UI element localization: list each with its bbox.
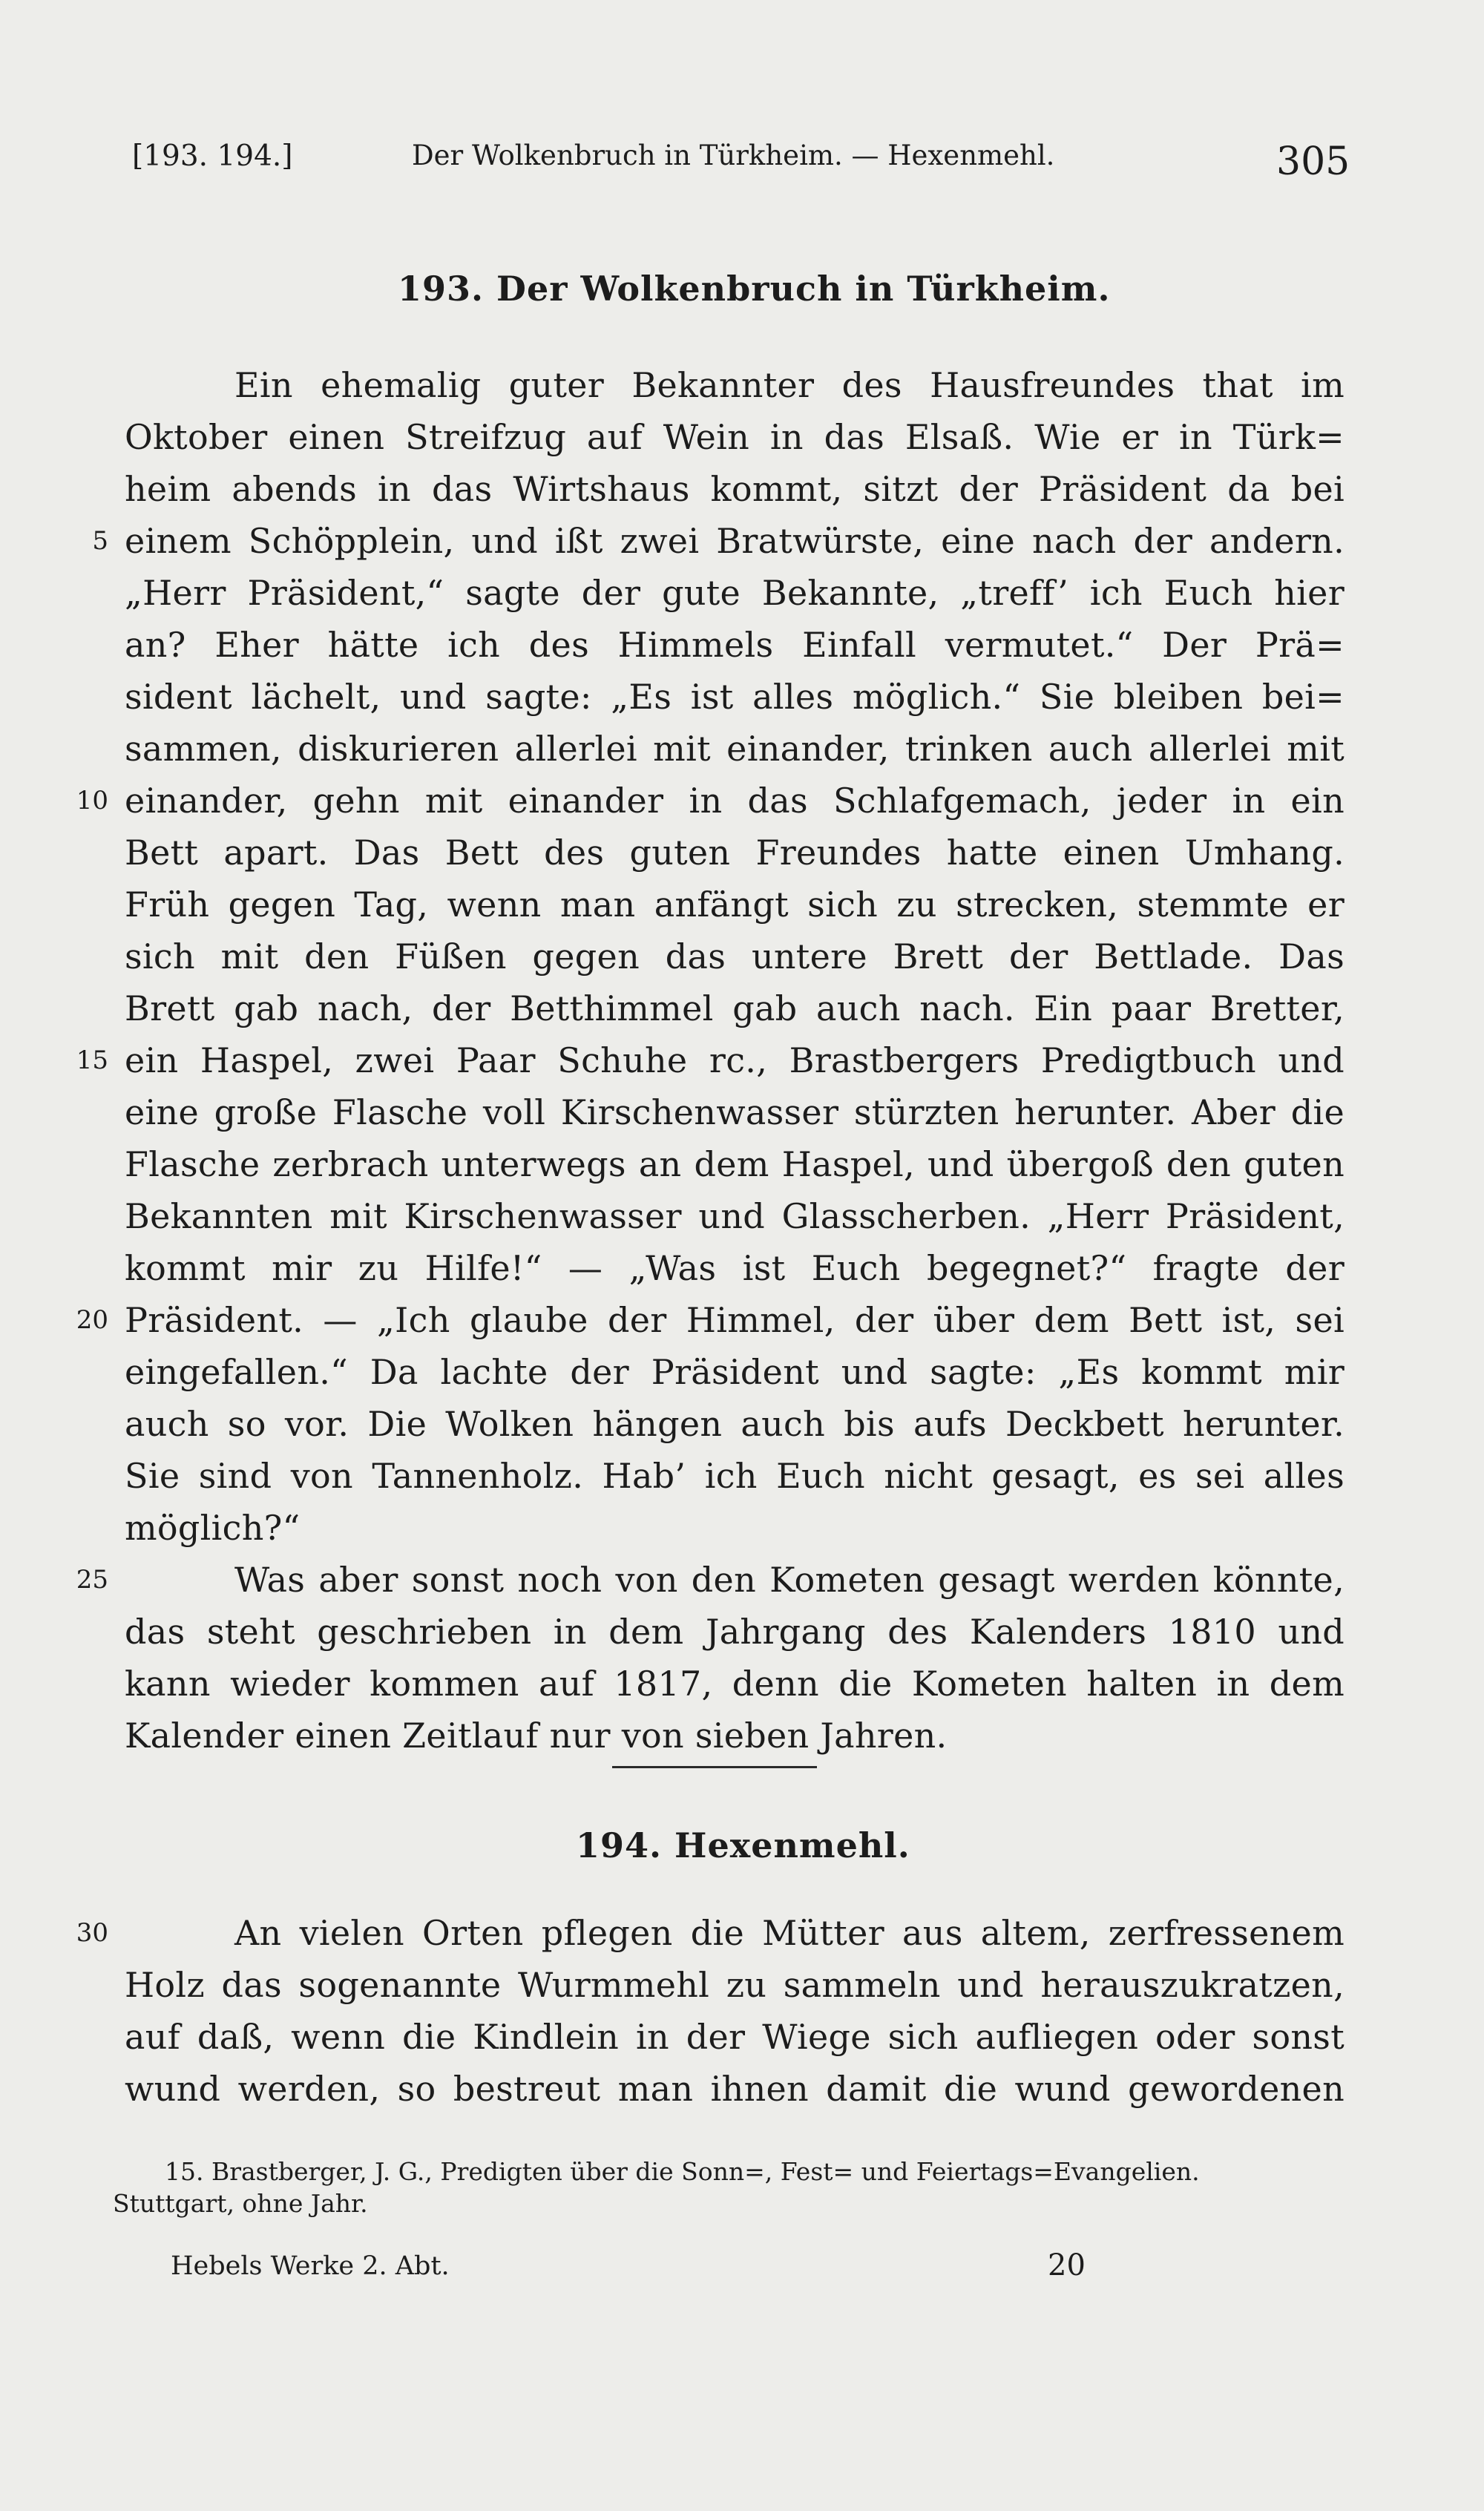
text-line: Präsident. — „Ich glaube der Himmel, der über dem Bett ist, sei bbox=[125, 1300, 1345, 1340]
line-number: 30 bbox=[76, 1918, 108, 1948]
text-line: sident lächelt, und sagte: „Es ist alles möglich.“ Sie bleiben bei= bbox=[125, 677, 1345, 717]
text-line: kommt mir zu Hilfe!“ — „Was ist Euch begegnet?“ fragte der bbox=[125, 1248, 1345, 1288]
line-number: 5 bbox=[92, 526, 108, 556]
text-line: wund werden, so bestreut man ihnen damit die wund gewordenen bbox=[125, 2069, 1345, 2109]
text-line: einander, gehn mit einander in das Schlafgemach, jeder in ein bbox=[125, 781, 1345, 821]
section-heading-194: 194. Hexenmehl. bbox=[576, 1825, 910, 1865]
line-number: 20 bbox=[76, 1305, 108, 1335]
text-line: An vielen Orten pflegen die Mütter aus altem, zerfressenem bbox=[234, 1913, 1345, 1953]
text-line: Bett apart. Das Bett des guten Freundes hatte einen Umhang. bbox=[125, 833, 1345, 873]
text-line: Was aber sonst noch von den Kometen gesagt werden könnte, bbox=[234, 1560, 1345, 1600]
text-line: Ein ehemalig guter Bekannter des Hausfreundes that im bbox=[234, 365, 1345, 405]
text-line: Kalender einen Zeitlauf nur von sieben Jahren. bbox=[125, 1716, 948, 1756]
text-line: Brett gab nach, der Betthimmel gab auch nach. Ein paar Bretter, bbox=[125, 988, 1345, 1028]
text-line: Holz das sogenannte Wurmmehl zu sammeln und herauszukratzen, bbox=[125, 1965, 1345, 2005]
text-line: Flasche zerbrach unterwegs an dem Haspel, und übergoß den guten bbox=[125, 1144, 1345, 1184]
line-number: 15 bbox=[76, 1046, 108, 1075]
text-line: Bekannten mit Kirschenwasser und Glasscherben. „Herr Präsident, bbox=[125, 1196, 1345, 1236]
footnote-line: 15. Brastberger, J. G., Predigten über die Sonn=, Fest= und Feiertags=Evangelien. bbox=[165, 2157, 1200, 2186]
text-line: möglich?“ bbox=[125, 1508, 301, 1548]
line-number: 25 bbox=[76, 1565, 108, 1595]
text-line: an? Eher hätte ich des Himmels Einfall vermutet.“ Der Prä= bbox=[125, 625, 1345, 665]
text-line: auch so vor. Die Wolken hängen auch bis aufs Deckbett herunter. bbox=[125, 1404, 1345, 1444]
printer-signature: Hebels Werke 2. Abt. bbox=[171, 2251, 450, 2281]
text-line: eine große Flasche voll Kirschenwasser stürzten herunter. Aber die bbox=[125, 1092, 1345, 1132]
page-number: 305 bbox=[1276, 140, 1350, 184]
section-separator-rule bbox=[612, 1766, 817, 1768]
text-line: sich mit den Füßen gegen das untere Brett der Bettlade. Das bbox=[125, 936, 1345, 976]
text-line: ein Haspel, zwei Paar Schuhe rc., Brastbergers Predigtbuch und bbox=[125, 1040, 1345, 1080]
sheet-number: 20 bbox=[1048, 2248, 1086, 2282]
header-section-range: [193. 194.] bbox=[132, 140, 293, 173]
text-line: einem Schöpplein, und ißt zwei Bratwürste, eine nach der andern. bbox=[125, 521, 1345, 561]
text-line: sammen, diskurieren allerlei mit einander, trinken auch allerlei mit bbox=[125, 729, 1345, 769]
text-line: „Herr Präsident,“ sagte der gute Bekannte, „treff’ ich Euch hier bbox=[125, 573, 1345, 613]
text-line: Oktober einen Streifzug auf Wein in das Elsaß. Wie er in Türk= bbox=[125, 417, 1345, 457]
text-line: Früh gegen Tag, wenn man anfängt sich zu strecken, stemmte er bbox=[125, 884, 1345, 925]
section-heading-193: 193. Der Wolkenbruch in Türkheim. bbox=[398, 269, 1111, 309]
line-number: 10 bbox=[76, 786, 108, 815]
header-running-title: Der Wolkenbruch in Türkheim. — Hexenmehl. bbox=[412, 140, 1055, 171]
text-line: das steht geschrieben in dem Jahrgang des Kalenders 1810 und bbox=[125, 1612, 1345, 1652]
text-line: heim abends in das Wirtshaus kommt, sitzt der Präsident da bei bbox=[125, 469, 1345, 509]
text-line: kann wieder kommen auf 1817, denn die Kometen halten in dem bbox=[125, 1664, 1345, 1704]
footnote-line: Stuttgart, ohne Jahr. bbox=[113, 2189, 368, 2218]
text-line: eingefallen.“ Da lachte der Präsident und sagte: „Es kommt mir bbox=[125, 1352, 1345, 1392]
text-line: auf daß, wenn die Kindlein in der Wiege sich aufliegen oder sonst bbox=[125, 2017, 1345, 2057]
text-line: Sie sind von Tannenholz. Hab’ ich Euch nicht gesagt, es sei alles bbox=[125, 1456, 1345, 1496]
